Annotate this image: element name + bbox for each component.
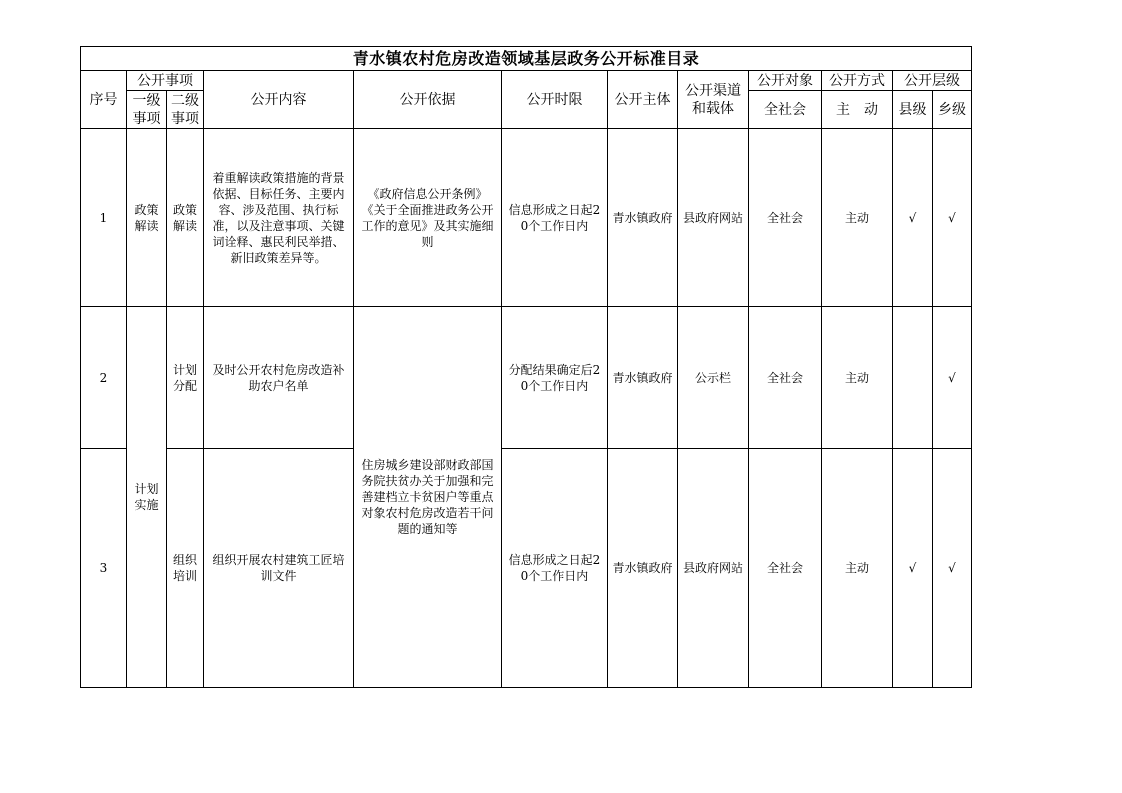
header-basis: 公开依据 — [354, 71, 502, 129]
row-level2: 组织培训 — [167, 449, 204, 688]
sheet — [80, 46, 972, 688]
header-mode-group: 公开方式 — [822, 71, 893, 91]
row-seq: 3 — [81, 449, 127, 688]
row-subject: 青水镇政府 — [608, 129, 678, 307]
row-township: √ — [933, 307, 972, 449]
header-items-group: 公开事项 — [127, 71, 204, 91]
row-level2: 政策解读 — [167, 129, 204, 307]
row-subject: 青水镇政府 — [608, 449, 678, 688]
header-audience-group: 公开对象 — [749, 71, 822, 91]
header-township: 乡级 — [933, 91, 972, 129]
row-content: 着重解读政策措施的背景依据、目标任务、主要内容、涉及范围、执行标准，以及注意事项、关键词诠释、惠民利民举措、新旧政策差异等。 — [204, 129, 354, 307]
row-township: √ — [933, 129, 972, 307]
header-level1: 一级事项 — [127, 91, 167, 129]
header-content: 公开内容 — [204, 71, 354, 129]
row-time-limit: 信息形成之日起20个工作日内 — [502, 129, 608, 307]
header-seq: 序号 — [81, 71, 127, 129]
row-channel: 县政府网站 — [678, 129, 749, 307]
catalog-table — [80, 46, 972, 688]
table-row — [81, 129, 972, 307]
row-seq: 1 — [81, 129, 127, 307]
row-county — [893, 307, 933, 449]
row-level2: 计划分配 — [167, 307, 204, 449]
row-time-limit: 分配结果确定后20个工作日内 — [502, 307, 608, 449]
row-township: √ — [933, 449, 972, 688]
row-mode: 主动 — [822, 307, 893, 449]
row-time-limit: 信息形成之日起20个工作日内 — [502, 449, 608, 688]
row-audience: 全社会 — [749, 307, 822, 449]
row-subject: 青水镇政府 — [608, 307, 678, 449]
header-level2: 二级事项 — [167, 91, 204, 129]
row-audience: 全社会 — [749, 449, 822, 688]
row-channel: 公示栏 — [678, 307, 749, 449]
row-county: √ — [893, 129, 933, 307]
header-subject: 公开主体 — [608, 71, 678, 129]
row-basis-merged: 住房城乡建设部财政部国务院扶贫办关于加强和完善建档立卡贫困户等重点对象农村危房改造若干问题的通知等 — [354, 307, 502, 688]
row-mode: 主动 — [822, 129, 893, 307]
row-seq: 2 — [81, 307, 127, 449]
row-mode: 主动 — [822, 449, 893, 688]
table-row — [81, 449, 972, 688]
header-level-group: 公开层级 — [893, 71, 972, 91]
row-basis: 《政府信息公开条例》《关于全面推进政务公开工作的意见》及其实施细则 — [354, 129, 502, 307]
row-content: 及时公开农村危房改造补助农户名单 — [204, 307, 354, 449]
header-mode: 主 动 — [822, 91, 893, 129]
row-audience: 全社会 — [749, 129, 822, 307]
header-channel: 公开渠道和载体 — [678, 71, 749, 129]
row-county: √ — [893, 449, 933, 688]
header-time-limit: 公开时限 — [502, 71, 608, 129]
header-audience: 全社会 — [749, 91, 822, 129]
row-content: 组织开展农村建筑工匠培训文件 — [204, 449, 354, 688]
row-level1-merged: 计划实施 — [127, 307, 167, 688]
row-channel: 县政府网站 — [678, 449, 749, 688]
row-level1: 政策解读 — [127, 129, 167, 307]
table-title: 青水镇农村危房改造领域基层政务公开标准目录 — [81, 47, 972, 71]
header-county: 县级 — [893, 91, 933, 129]
table-row — [81, 307, 972, 449]
